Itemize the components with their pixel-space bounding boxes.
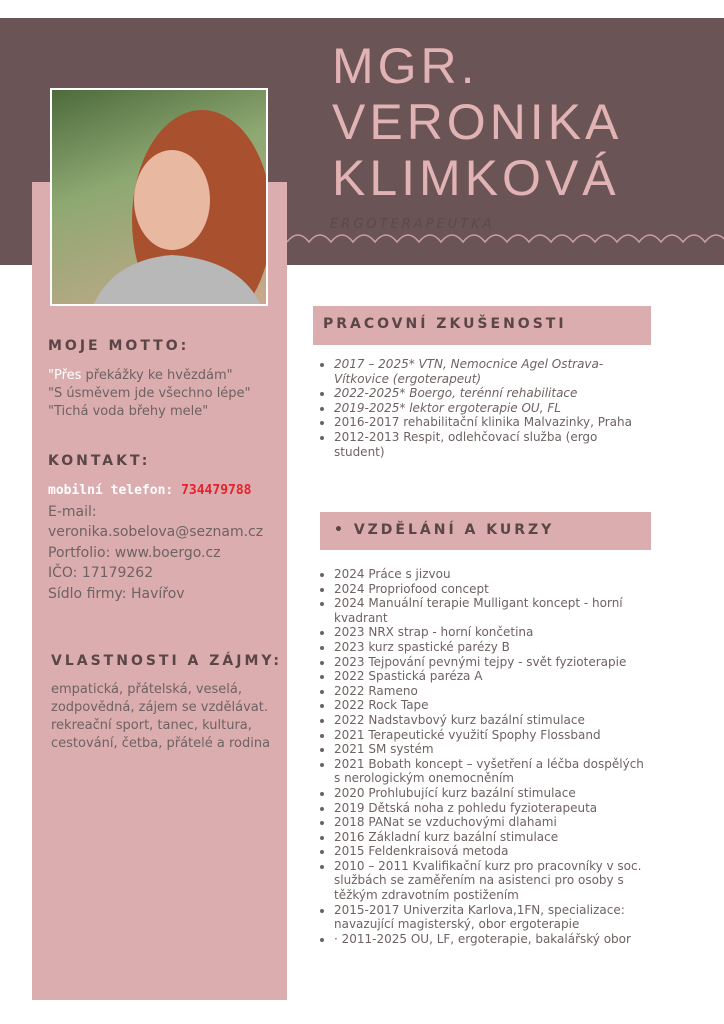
list-item: • 2024 Manuální terapie Mulligant koncept - horní kvadrant <box>334 596 646 625</box>
experience-list <box>316 357 646 459</box>
list-item: • 2021 Terapeutické využití Spophy Flossband <box>334 728 646 743</box>
list-item: • 2020 Prohlubující kurz bazální stimulace <box>334 786 646 801</box>
email-label: E-mail: <box>48 503 97 520</box>
list-item: • 2012-2013 Respit, odlehčovací služba (ergo student) <box>334 430 646 459</box>
name-line: MGR. <box>332 38 479 94</box>
name-line: KLIMKOVÁ <box>332 150 620 206</box>
list-item: • 2015 Feldenkraisová metoda <box>334 844 646 859</box>
list-item: • 2010 – 2011 Kvalifikační kurz pro pracovníky v soc. službách se zaměřením na asistenci pro osoby s těžkým zdravotním postižením <box>334 859 646 903</box>
list-item: • 2019 Dětská noha z pohledu fyzioterapeuta <box>334 801 646 816</box>
list-item: • 2022 Nadstavbový kurz bazální stimulace <box>334 713 646 728</box>
list-item: • 2022 Spastická paréza A <box>334 669 646 684</box>
portfolio-link[interactable]: Portfolio: www.boergo.cz <box>48 544 221 561</box>
ico: IČO: 17179262 <box>48 565 154 581</box>
list-item: • 2019-2025* lektor ergoterapie OU, FL <box>334 401 646 416</box>
motto-line: "S úsměvem jde všechno lépe" <box>48 386 251 401</box>
phone-label: mobilní telefon: <box>48 483 174 498</box>
education-list <box>316 567 646 946</box>
traits-personal: empatická, přátelská, veselá, zodpovědná, zájem se vzdělávat. <box>51 682 268 715</box>
list-item: • 2023 kurz spastické parézy B <box>334 640 646 655</box>
list-item: • 2024 Propriofood concept <box>334 582 646 597</box>
phone-number[interactable]: 734479788 <box>181 483 252 498</box>
contact-heading: KONTAKT: <box>48 453 151 469</box>
list-item: • 2021 SM systém <box>334 742 646 757</box>
list-item: • 2021 Bobath koncept – vyšetření a léčba dospělých s nerologickým onemocněním <box>334 757 646 786</box>
profile-photo <box>50 88 268 306</box>
list-item: • · 2011-2025 OU, LF, ergoterapie, bakalářský obor <box>334 932 646 947</box>
wave-divider <box>287 230 724 250</box>
motto-heading: MOJE MOTTO: <box>48 338 190 354</box>
list-item: • 2022-2025* Boergo, terénní rehabilitace <box>334 386 646 401</box>
list-item: • 2023 NRX strap - horní končetina <box>334 625 646 640</box>
list-item: • 2018 PANat se vzduchovými dlahami <box>334 815 646 830</box>
list-item: • 2024 Práce s jizvou <box>334 567 646 582</box>
email-link[interactable]: veronika.sobelova@seznam.cz <box>48 524 264 540</box>
motto-list <box>48 367 251 421</box>
traits-text <box>51 681 271 753</box>
list-item: • 2022 Rameno <box>334 684 646 699</box>
education-heading: • VZDĚLÁNÍ A KURZY <box>320 512 651 550</box>
name-line: VERONIKA <box>332 94 623 150</box>
motto-highlight: "Přes <box>48 368 82 383</box>
traits-heading: VLASTNOSTI A ZÁJMY: <box>51 653 282 669</box>
list-item: • 2023 Tejpování pevnými tejpy - svět fyzioterapie <box>334 655 646 670</box>
contact-info <box>48 481 263 604</box>
phone <box>48 481 263 502</box>
list-item: • 2022 Rock Tape <box>334 698 646 713</box>
person-name <box>332 38 622 206</box>
experience-heading: PRACOVNÍ ZKUŠENOSTI <box>313 306 651 345</box>
motto-line: "Přes překážky ke hvězdám" <box>48 368 233 383</box>
list-item: • 2015-2017 Univerzita Karlova,1FN, specializace: navazující magisterský, obor ergoterapie <box>334 903 646 932</box>
motto-line: "Tichá voda břehy mele" <box>48 404 209 419</box>
traits-hobbies: rekreační sport, tanec, kultura, cestování, četba, přátelé a rodina <box>51 718 271 751</box>
list-item: • 2016-2017 rehabilitační klinika Malvazinky, Praha <box>334 415 646 430</box>
list-item: • 2016 Základní kurz bazální stimulace <box>334 830 646 845</box>
list-item: • 2017 – 2025* VTN, Nemocnice Agel Ostrava-Vítkovice (ergoterapeut) <box>334 357 646 386</box>
job-title: ERGOTERAPEUTKA <box>330 217 495 232</box>
company-seat: Sídlo firmy: Havířov <box>48 585 185 602</box>
